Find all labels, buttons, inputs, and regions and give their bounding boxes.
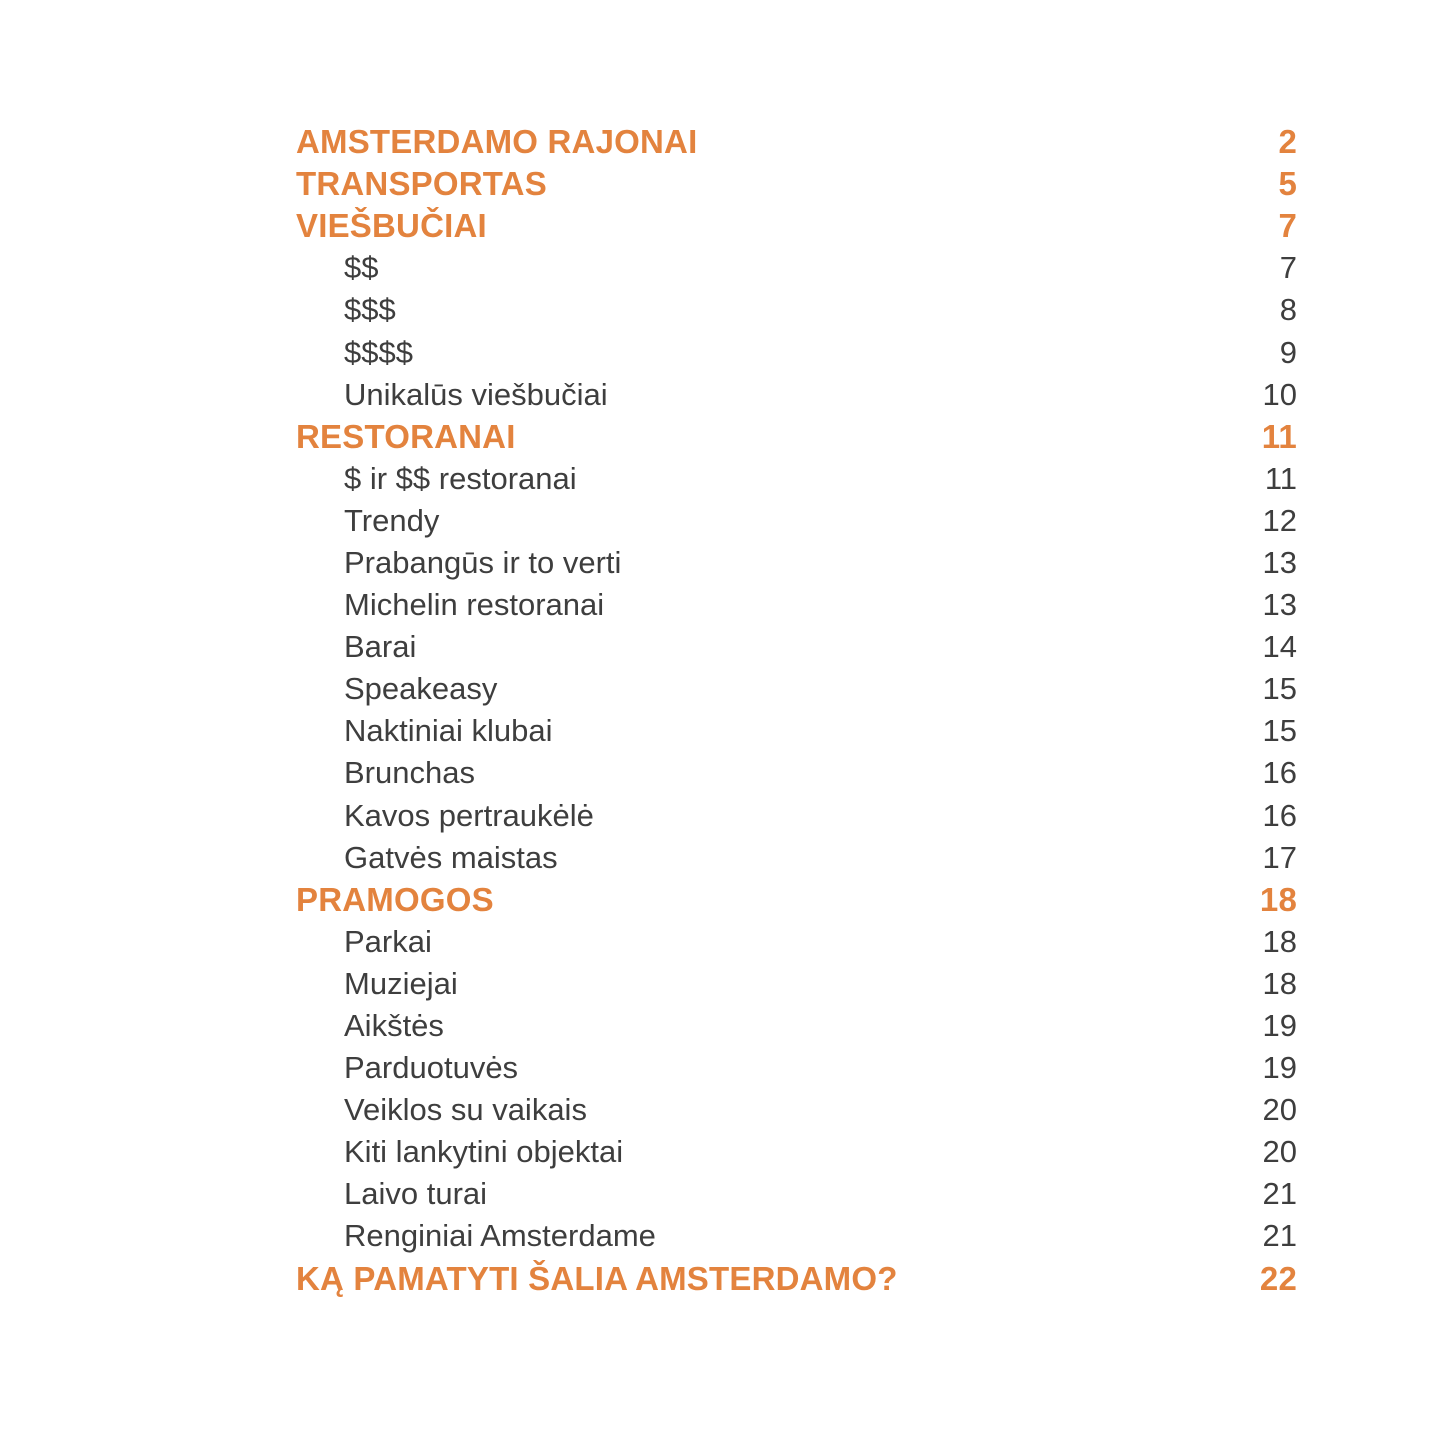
toc-entry-page-number: 16 (1262, 797, 1297, 833)
toc-entry (296, 963, 1297, 1005)
toc-entry-label: Trendy (344, 502, 440, 538)
toc-entry-label: Gatvės maistas (344, 839, 558, 875)
toc-entry-page-number: 9 (1279, 334, 1297, 370)
toc-entry (296, 1131, 1297, 1173)
toc-entry (296, 795, 1297, 837)
toc-entry-page-number: 18 (1262, 923, 1297, 959)
toc-entry-label: $$$ (344, 292, 396, 328)
toc-entry-label: Aikštės (344, 1008, 444, 1044)
toc-entry-label: Parkai (344, 923, 432, 959)
toc-entry-label: AMSTERDAMO RAJONAI (296, 123, 698, 161)
toc-entry-label: VIEŠBUČIAI (296, 207, 487, 245)
toc-entry-page-number: 16 (1262, 755, 1297, 791)
toc-entry (296, 1047, 1297, 1089)
toc-entry (296, 458, 1297, 500)
toc-entry-page-number: 5 (1278, 165, 1297, 203)
toc-entry-label: PRAMOGOS (296, 880, 494, 918)
toc-entry (296, 837, 1297, 879)
toc-entry (296, 626, 1297, 668)
toc-entry-label: $$ (344, 250, 379, 286)
toc-entry (296, 1258, 1297, 1300)
toc-entry-label: Laivo turai (344, 1176, 488, 1212)
toc-entry (296, 289, 1297, 331)
toc-entry-label: TRANSPORTAS (296, 165, 547, 203)
toc-entry (296, 1005, 1297, 1047)
toc-entry (296, 1173, 1297, 1215)
toc-entry-page-number: 10 (1262, 376, 1297, 412)
table-of-contents (296, 121, 1297, 1300)
toc-entry-page-number: 19 (1262, 1050, 1297, 1086)
toc-entry-page-number: 13 (1262, 587, 1297, 623)
toc-entry (296, 584, 1297, 626)
toc-entry-label: RESTORANAI (296, 417, 516, 455)
toc-entry-page-number: 11 (1261, 417, 1297, 455)
toc-entry-page-number: 15 (1262, 713, 1297, 749)
toc-entry-page-number: 20 (1262, 1092, 1297, 1128)
toc-entry-label: Muziejai (344, 965, 458, 1001)
toc-entry (296, 1215, 1297, 1257)
toc-entry-label: Renginiai Amsterdame (344, 1218, 656, 1254)
toc-entry-page-number: 14 (1262, 629, 1297, 665)
toc-entry-page-number: 8 (1279, 292, 1297, 328)
toc-entry (296, 121, 1297, 163)
toc-entry (296, 163, 1297, 205)
toc-entry-page-number: 12 (1262, 502, 1297, 538)
toc-entry-page-number: 22 (1259, 1259, 1297, 1297)
toc-entry-label: Parduotuvės (344, 1050, 519, 1086)
toc-entry-page-number: 18 (1262, 965, 1297, 1001)
toc-entry-label: Kavos pertraukėlė (344, 797, 594, 833)
toc-entry-label: Prabangūs ir to verti (344, 544, 622, 580)
toc-entry-label: $$$$ (344, 334, 413, 370)
toc-entry-label: Unikalūs viešbučiai (344, 376, 608, 412)
toc-entry-page-number: 21 (1262, 1218, 1297, 1254)
toc-entry-label: Kiti lankytini objektai (344, 1134, 624, 1170)
toc-entry (296, 879, 1297, 921)
toc-entry (296, 331, 1297, 373)
toc-entry-page-number: 7 (1279, 250, 1297, 286)
toc-entry-page-number: 11 (1264, 460, 1297, 496)
toc-entry-label: KĄ PAMATYTI ŠALIA AMSTERDAMO? (296, 1259, 898, 1297)
toc-entry-page-number: 7 (1278, 207, 1297, 245)
toc-entry-page-number: 2 (1278, 123, 1297, 161)
toc-entry (296, 921, 1297, 963)
toc-entry-label: Brunchas (344, 755, 475, 791)
toc-entry (296, 710, 1297, 752)
toc-entry-page-number: 19 (1262, 1008, 1297, 1044)
toc-entry-label: Naktiniai klubai (344, 713, 553, 749)
toc-entry (296, 500, 1297, 542)
toc-entry-page-number: 20 (1262, 1134, 1297, 1170)
toc-entry-page-number: 21 (1262, 1176, 1297, 1212)
toc-entry-label: Veiklos su vaikais (344, 1092, 587, 1128)
toc-entry (296, 542, 1297, 584)
toc-entry (296, 752, 1297, 794)
toc-entry-page-number: 15 (1262, 671, 1297, 707)
toc-entry (296, 205, 1297, 247)
toc-entry-page-number: 17 (1262, 839, 1297, 875)
toc-entry (296, 668, 1297, 710)
toc-entry-label: Barai (344, 629, 417, 665)
toc-entry (296, 1089, 1297, 1131)
toc-entry (296, 416, 1297, 458)
toc-entry (296, 247, 1297, 289)
toc-entry-label: $ ir $$ restoranai (344, 460, 577, 496)
toc-entry (296, 374, 1297, 416)
toc-entry-page-number: 18 (1259, 880, 1297, 918)
toc-entry-label: Michelin restoranai (344, 587, 605, 623)
toc-entry-label: Speakeasy (344, 671, 498, 707)
toc-entry-page-number: 13 (1262, 544, 1297, 580)
